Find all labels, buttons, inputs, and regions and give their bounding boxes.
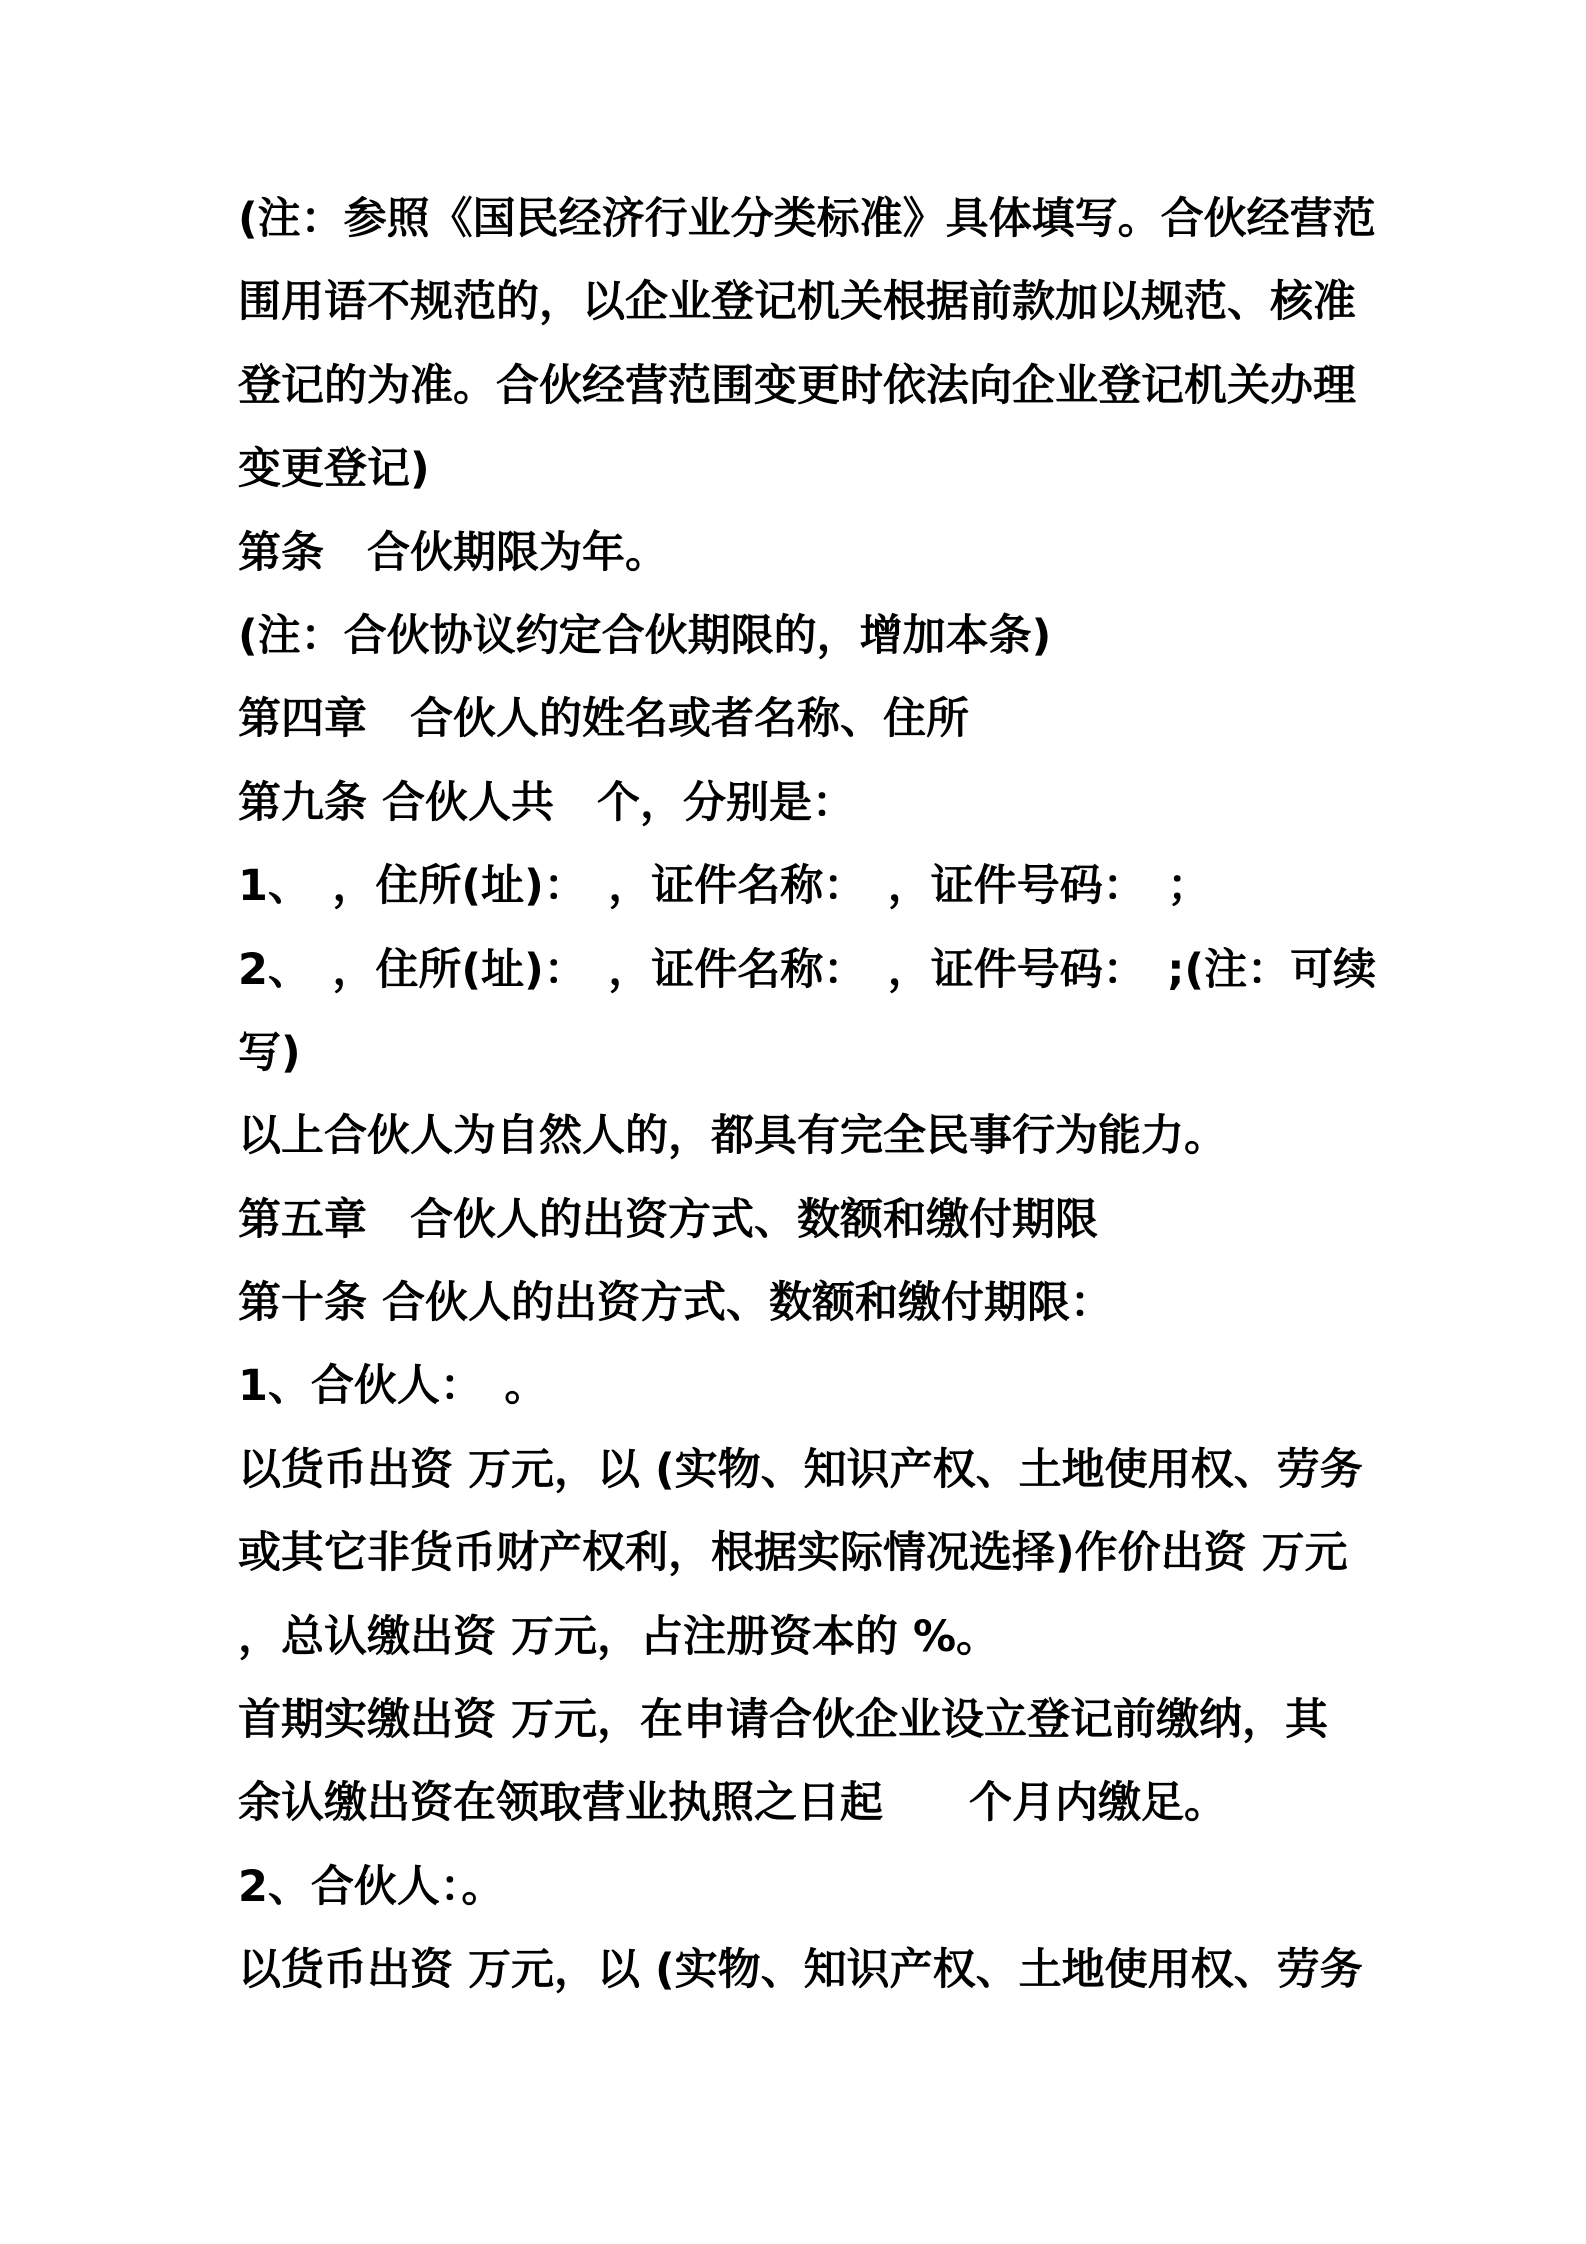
document-line-7: 第四章 合伙人的姓名或者名称、住所 — [238, 694, 969, 745]
document-line-17: 或其它非货币财产权利，根据实际情况选择)作价出资 万元 — [238, 1528, 1348, 1579]
document-line-12: 以上合伙人为自然人的，都具有完全民事行为能力。 — [238, 1111, 1227, 1162]
document-line-3: 登记的为准。合伙经营范围变更时依法向企业登记机关办理 — [238, 360, 1356, 411]
document-body — [238, 178, 1418, 2013]
document-line-22: 以货币出资 万元，以 (实物、知识产权、土地使用权、劳务 — [238, 1945, 1363, 1996]
document-line-6: (注：合伙协议约定合伙期限的，增加本条) — [238, 610, 1052, 661]
document-line-11: 写) — [238, 1027, 301, 1078]
document-line-20: 余认缴出资在领取营业执照之日起 个月内缴足。 — [238, 1778, 1227, 1829]
document-line-16: 以货币出资 万元，以 (实物、知识产权、土地使用权、劳务 — [238, 1444, 1363, 1495]
document-line-9: 1、 ，住所(址)： ，证件名称： ，证件号码： ； — [238, 861, 1211, 912]
document-line-4: 变更登记) — [238, 444, 430, 495]
document-line-10: 2、 ，住所(址)： ，证件名称： ，证件号码： ;(注：可续 — [238, 944, 1377, 995]
document-line-8: 第九条 合伙人共 个，分别是： — [238, 777, 855, 828]
document-line-2: 围用语不规范的，以企业登记机关根据前款加以规范、核准 — [238, 277, 1356, 328]
document-line-1: (注：参照《国民经济行业分类标准》具体填写。合伙经营范 — [238, 194, 1376, 244]
document-line-21: 2、合伙人：。 — [238, 1861, 505, 1912]
document-line-18: ，总认缴出资 万元，占注册资本的 %。 — [238, 1611, 1000, 1662]
document-line-14: 第十条 合伙人的出资方式、数额和缴付期限： — [238, 1278, 1113, 1329]
document-line-13: 第五章 合伙人的出资方式、数额和缴付期限 — [238, 1194, 1098, 1245]
document-line-19: 首期实缴出资 万元，在申请合伙企业设立登记前缴纳，其 — [238, 1695, 1328, 1746]
document-line-15: 1、合伙人： 。 — [238, 1361, 548, 1412]
document-line-5: 第条 合伙期限为年。 — [238, 527, 668, 578]
